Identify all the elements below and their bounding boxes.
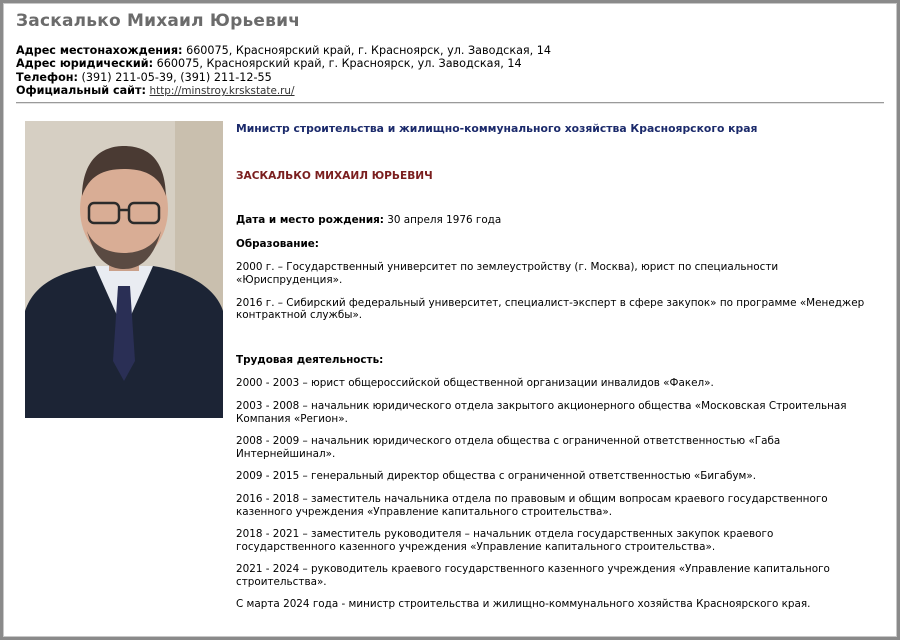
- person-name: ЗАСКАЛЬКО МИХАИЛ ЮРЬЕВИЧ: [236, 169, 433, 182]
- page-title: Заскалько Михаил Юрьевич: [16, 11, 301, 31]
- education-item: 2016 г. – Сибирский федеральный университет, специалист-эксперт в сфере закупок» по программе «Менеджер контрактной службы».: [236, 296, 865, 322]
- address-value: 660075, Красноярский край, г. Красноярск, ул. Заводская, 14: [182, 44, 552, 57]
- address-row: [16, 44, 884, 57]
- work-item: С марта 2024 года - министр строительства и жилищно-коммунального хозяйства Красноярского края.: [236, 598, 811, 611]
- website-row: [16, 84, 884, 98]
- birth-value: 30 апреля 1976 года: [383, 214, 502, 227]
- website-label: Официальный сайт:: [16, 84, 146, 98]
- work-item: 2021 - 2024 – руководитель краевого государственного казенного учреждения «Управление капитального строительства».: [236, 563, 830, 588]
- work-item: 2009 - 2015 – генеральный директор общества с ограниченной ответственностью «Бигабум».: [236, 470, 757, 483]
- phone-value: (391) 211-05-39, (391) 211-12-55: [78, 70, 272, 84]
- work-item: 2003 - 2008 – начальник юридического отдела закрытого акционерного общества «Московская Строительная Компания «Регион».: [236, 399, 847, 425]
- birth-row: [236, 214, 876, 227]
- legal-address-row: [16, 57, 884, 70]
- phone-row: [16, 71, 884, 84]
- work-item: 2000 - 2003 – юрист общероссийской общественной организации инвалидов «Факел».: [236, 377, 714, 390]
- website-link[interactable]: http://minstroy.krskstate.ru/: [149, 85, 295, 98]
- biography: [236, 120, 876, 611]
- contact-info: [16, 44, 884, 99]
- work-item: 2008 - 2009 – начальник юридического отдела общества с ограниченной ответственностью «Габа Интернейшинал».: [236, 435, 781, 460]
- education-heading: Образование:: [236, 237, 319, 250]
- divider: [16, 102, 884, 104]
- birth-label: Дата и место рождения:: [236, 214, 384, 227]
- work-item: 2016 - 2018 – заместитель начальника отдела по правовым и общим вопросам краевого государственного казенного учреждения «Управление капитального строительства».: [236, 492, 828, 518]
- work-item: 2018 - 2021 – заместитель руководителя – начальник отдела государственных закупок краевого государственного казенного учреждения «Управление капитального строительства».: [236, 528, 774, 553]
- education-item: 2000 г. – Государственный университет по землеустройству (г. Москва), юрист по специальности «Юриспруденция».: [236, 261, 779, 286]
- address-label: Адрес местонахождения:: [16, 44, 183, 57]
- position-title: Министр строительства и жилищно-коммунального хозяйства Красноярского края: [236, 122, 758, 135]
- portrait-illustration: [25, 121, 223, 418]
- header: [16, 11, 884, 99]
- work-heading: Трудовая деятельность:: [236, 353, 384, 366]
- legal-address-label: Адрес юридический:: [16, 57, 154, 71]
- portrait-photo: [25, 121, 223, 418]
- legal-address-value: 660075, Красноярский край, г. Красноярск, ул. Заводская, 14: [153, 57, 522, 71]
- phone-label: Телефон:: [16, 70, 78, 84]
